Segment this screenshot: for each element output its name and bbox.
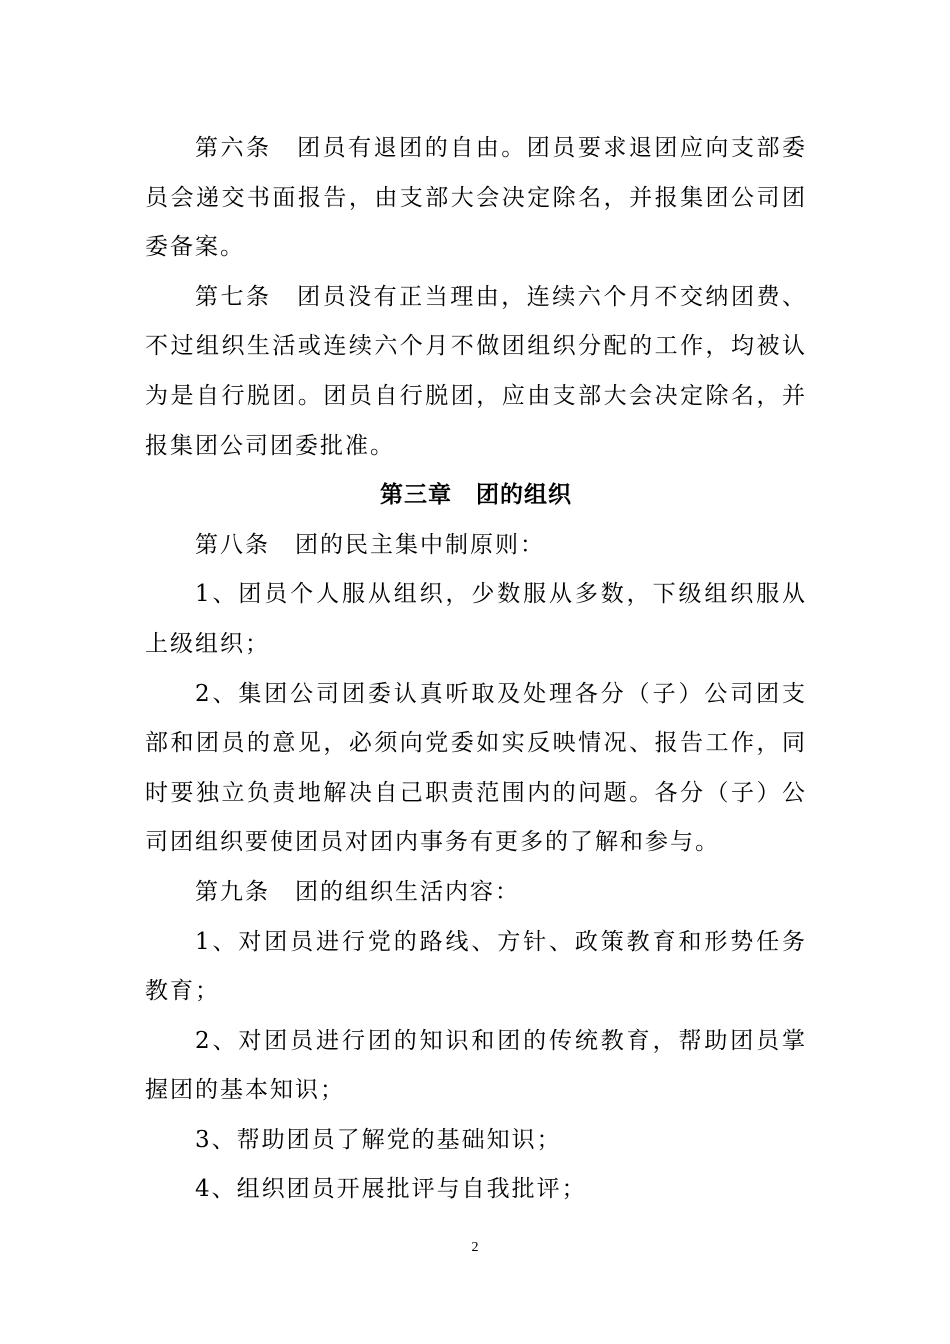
chapter-heading: 第三章 团的组织	[380, 482, 572, 509]
paragraph-article-9-item-1: 1、对团员进行党的路线、方针、政策教育和形势任务教育；	[145, 928, 807, 1005]
paragraph-article-9-item-2: 2、对团员进行团的知识和团的传统教育，帮助团员掌握团的基本知识；	[145, 1027, 807, 1104]
paragraph-article-7: 第七条 团员没有正当理由，连续六个月不交纳团费、不过组织生活或连续六个月不做团组织分配的工作，均被认为是自行脱团。团员自行脱团，应由支部大会决定除名，并报集团公司团委批准。	[145, 283, 807, 459]
paragraph-article-6: 第六条 团员有退团的自由。团员要求退团应向支部委员会递交书面报告，由支部大会决定除名，并报集团公司团委备案。	[145, 135, 807, 261]
paragraph-article-9: 第九条 团的组织生活内容：	[195, 878, 520, 905]
page-number: 2	[471, 1240, 479, 1255]
paragraph-article-9-item-4: 4、组织团员开展批评与自我批评；	[195, 1176, 587, 1203]
paragraph-article-9-item-3: 3、帮助团员了解党的基础知识；	[195, 1126, 562, 1153]
paragraph-article-8-item-1: 1、团员个人服从组织，少数服从多数，下级组织服从上级组织；	[145, 581, 807, 657]
paragraph-article-8: 第八条 团的民主集中制原则：	[195, 531, 545, 558]
paragraph-article-8-item-2: 2、集团公司团委认真听取及处理各分（子）公司团支部和团员的意见，必须向党委如实反映情况、报告工作，同时要独立负责地解决自己职责范围内的问题。各分（子）公司团组织要使团员对团内事务有更多的了解和参与。	[145, 680, 807, 856]
document-body	[145, 124, 807, 1215]
